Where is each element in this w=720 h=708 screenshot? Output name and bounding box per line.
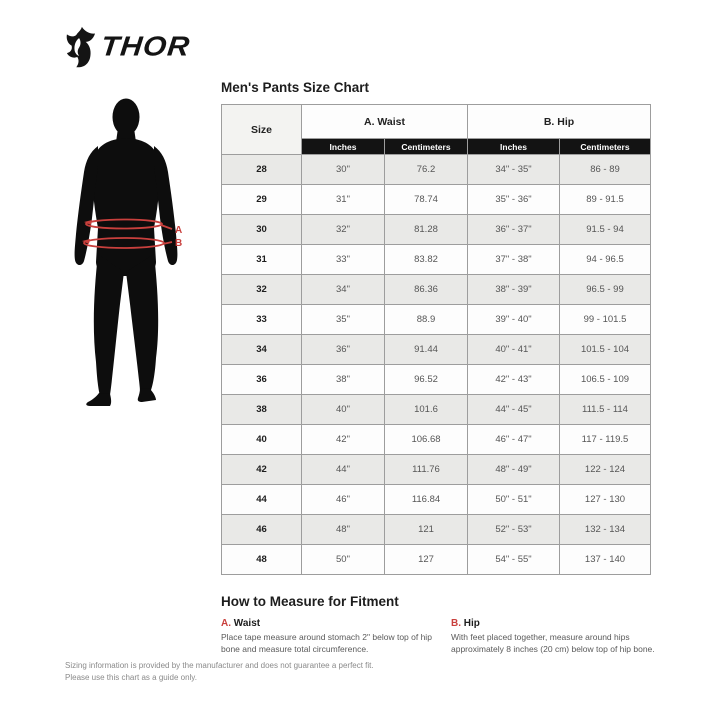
waist-in-cell: 31" (302, 185, 385, 215)
thor-helmet-icon (66, 26, 96, 69)
hip-cm-cell: 91.5 - 94 (560, 215, 651, 245)
table-row (222, 215, 651, 245)
waist-in-cell: 48" (302, 515, 385, 545)
hip-cm-cell: 132 - 134 (560, 515, 651, 545)
hip-in-cell: 48" - 49" (468, 455, 560, 485)
hip-cm-cell: 96.5 - 99 (560, 275, 651, 305)
waist-cm-cell: 78.74 (385, 185, 468, 215)
waist-cm-cell: 91.44 (385, 335, 468, 365)
measurement-figure (60, 94, 210, 408)
table-row (222, 485, 651, 515)
size-cell: 46 (222, 515, 302, 545)
size-cell: 33 (222, 305, 302, 335)
hip-in-cell: 39" - 40" (468, 305, 560, 335)
size-cell: 42 (222, 455, 302, 485)
waist-centimeters-header: Centimeters (385, 139, 468, 155)
hip-inches-header: Inches (468, 139, 560, 155)
table-row (222, 515, 651, 545)
table-group-header-row (222, 105, 651, 139)
waist-cm-cell: 111.76 (385, 455, 468, 485)
size-cell: 36 (222, 365, 302, 395)
size-cell: 40 (222, 425, 302, 455)
hip-cm-cell: 89 - 91.5 (560, 185, 651, 215)
brand-logo (66, 25, 190, 69)
how-to-hip-title (451, 618, 663, 629)
brand-logo-text: THOR (99, 31, 192, 62)
hip-in-cell: 42" - 43" (468, 365, 560, 395)
hip-cm-cell: 111.5 - 114 (560, 395, 651, 425)
hip-in-cell: 36" - 37" (468, 215, 560, 245)
waist-cm-cell: 88.9 (385, 305, 468, 335)
hip-in-cell: 52" - 53" (468, 515, 560, 545)
size-cell: 28 (222, 155, 302, 185)
waist-in-cell: 42" (302, 425, 385, 455)
hip-cm-cell: 101.5 - 104 (560, 335, 651, 365)
how-to-waist-title (221, 618, 433, 629)
table-row (222, 185, 651, 215)
waist-in-cell: 44" (302, 455, 385, 485)
size-cell: 30 (222, 215, 302, 245)
how-to-hip-item (451, 618, 663, 656)
waist-cm-cell: 121 (385, 515, 468, 545)
hip-cm-cell: 127 - 130 (560, 485, 651, 515)
waist-cm-cell: 116.84 (385, 485, 468, 515)
size-cell: 38 (222, 395, 302, 425)
waist-in-cell: 33" (302, 245, 385, 275)
hip-cm-cell: 117 - 119.5 (560, 425, 651, 455)
size-table (221, 104, 651, 575)
hip-name: Hip (463, 618, 480, 629)
waist-instructions: Place tape measure around stomach 2" below top of hip bone and measure total circumference. (221, 632, 432, 654)
hip-in-cell: 50" - 51" (468, 485, 560, 515)
table-row (222, 245, 651, 275)
waist-cm-cell: 81.28 (385, 215, 468, 245)
waist-in-cell: 36" (302, 335, 385, 365)
size-cell: 48 (222, 545, 302, 575)
hip-in-cell: 54" - 55" (468, 545, 560, 575)
hip-cm-cell: 86 - 89 (560, 155, 651, 185)
waist-in-cell: 30" (302, 155, 385, 185)
waist-in-cell: 46" (302, 485, 385, 515)
table-row (222, 305, 651, 335)
hip-in-cell: 37" - 38" (468, 245, 560, 275)
hip-cm-cell: 106.5 - 109 (560, 365, 651, 395)
waist-cm-cell: 127 (385, 545, 468, 575)
hip-in-cell: 38" - 39" (468, 275, 560, 305)
waist-in-cell: 32" (302, 215, 385, 245)
male-silhouette-illustration (60, 94, 210, 408)
column-header-size: Size (222, 105, 302, 155)
table-row (222, 455, 651, 485)
page-title: Men's Pants Size Chart (221, 80, 369, 95)
size-cell: 34 (222, 335, 302, 365)
hip-cm-cell: 94 - 96.5 (560, 245, 651, 275)
how-to-measure-section (221, 618, 666, 656)
table-row (222, 275, 651, 305)
hip-letter: B. (451, 618, 461, 629)
how-to-waist-item (221, 618, 433, 656)
waist-label-a: A (175, 225, 183, 236)
hip-in-cell: 40" - 41" (468, 335, 560, 365)
waist-cm-cell: 96.52 (385, 365, 468, 395)
waist-in-cell: 34" (302, 275, 385, 305)
waist-in-cell: 35" (302, 305, 385, 335)
waist-in-cell: 38" (302, 365, 385, 395)
column-group-hip: B. Hip (468, 105, 651, 139)
size-cell: 32 (222, 275, 302, 305)
disclaimer-line-2: Please use this chart as a guide only. (65, 672, 197, 682)
table-row (222, 545, 651, 575)
waist-cm-cell: 106.68 (385, 425, 468, 455)
waist-cm-cell: 101.6 (385, 395, 468, 425)
hip-cm-cell: 99 - 101.5 (560, 305, 651, 335)
size-cell: 44 (222, 485, 302, 515)
hip-label-b: B (175, 238, 183, 249)
hip-cm-cell: 137 - 140 (560, 545, 651, 575)
table-row (222, 365, 651, 395)
waist-cm-cell: 76.2 (385, 155, 468, 185)
male-silhouette (75, 99, 178, 407)
waist-in-cell: 40" (302, 395, 385, 425)
table-row (222, 155, 651, 185)
table-row (222, 395, 651, 425)
hip-in-cell: 35" - 36" (468, 185, 560, 215)
hip-instructions: With feet placed together, measure around hips approximately 8 inches (20 cm) below top of hip bone. (451, 632, 655, 654)
column-group-waist: A. Waist (302, 105, 468, 139)
waist-inches-header: Inches (302, 139, 385, 155)
table-row (222, 425, 651, 455)
disclaimer-line-1: Sizing information is provided by the manufacturer and does not guarantee a perfect fit. (65, 661, 374, 670)
sizing-disclaimer (65, 660, 374, 683)
hip-centimeters-header: Centimeters (560, 139, 651, 155)
waist-name: Waist (233, 618, 261, 629)
hip-in-cell: 44" - 45" (468, 395, 560, 425)
waist-letter: A. (221, 618, 231, 629)
waist-in-cell: 50" (302, 545, 385, 575)
size-cell: 31 (222, 245, 302, 275)
waist-cm-cell: 86.36 (385, 275, 468, 305)
how-to-measure-heading: How to Measure for Fitment (221, 594, 399, 609)
table-row (222, 335, 651, 365)
hip-in-cell: 34" - 35" (468, 155, 560, 185)
size-cell: 29 (222, 185, 302, 215)
waist-cm-cell: 83.82 (385, 245, 468, 275)
hip-cm-cell: 122 - 124 (560, 455, 651, 485)
hip-in-cell: 46" - 47" (468, 425, 560, 455)
